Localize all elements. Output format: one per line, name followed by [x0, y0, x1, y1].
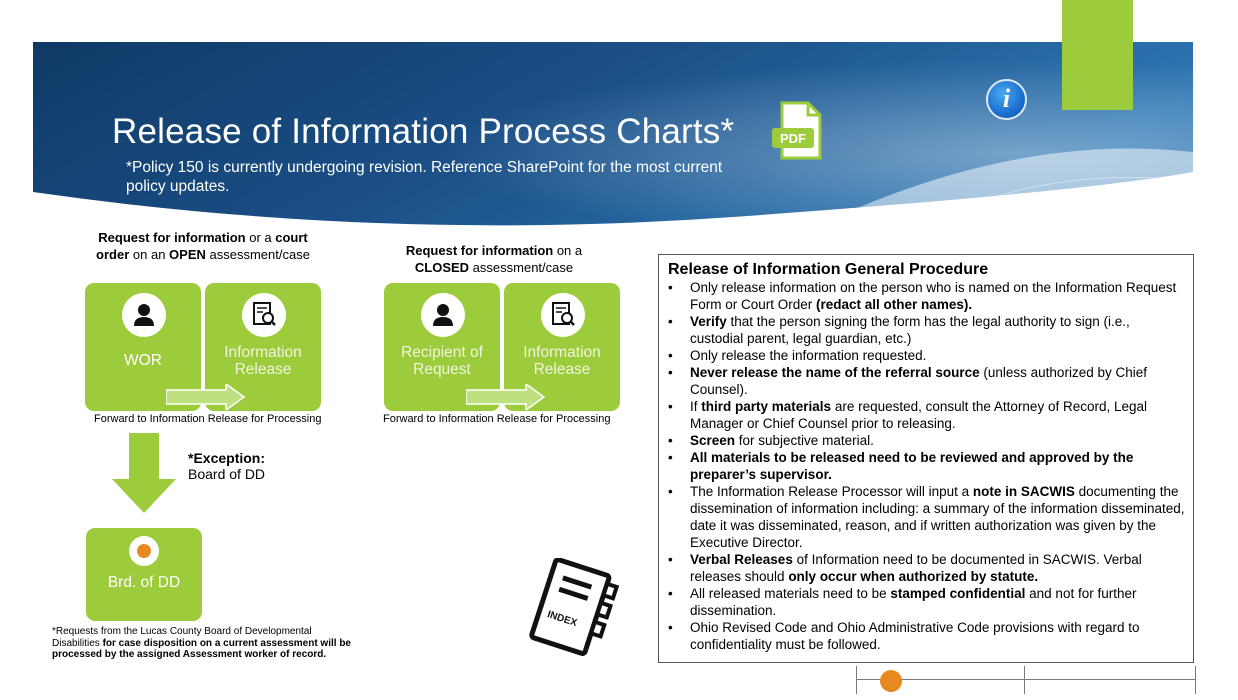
nav-tick	[856, 666, 857, 694]
index-label: INDEX	[545, 609, 579, 630]
recipient-label: Recipient of Request	[401, 344, 483, 378]
list-item: • Only release the information requested.	[668, 347, 1185, 364]
document-search-icon	[541, 293, 585, 337]
forward-arrow-icon	[166, 384, 246, 410]
closed-information-release-label: Information Release	[523, 344, 601, 378]
closed-forward-text: Forward to Information Release for Processing	[383, 413, 611, 425]
person-icon	[421, 293, 465, 337]
list-item: • Only release information on the person who is named on the Information Request Form or Court Order (redact all other names).	[668, 279, 1185, 313]
closed-request-label: Request for information on a CLOSED assessment/case	[405, 243, 583, 275]
list-item: • All materials to be released need to be reviewed and approved by the preparer’s supervisor.	[668, 449, 1185, 483]
procedure-list	[668, 279, 1185, 653]
list-item: • If third party materials are requested, consult the Attorney of Record, Legal Manager or Chief Counsel prior to releasing.	[668, 398, 1185, 432]
board-of-dd-label: Brd. of DD	[107, 574, 181, 591]
list-item: • Ohio Revised Code and Ohio Administrative Code provisions with regard to confidentiality must be followed.	[668, 619, 1185, 653]
open-request-label: Request for information or a court order on an OPEN assessment/case	[96, 230, 310, 262]
list-item: • Verify that the person signing the form has the legal authority to sign (i.e., custodial parent, legal guardian, etc.)	[668, 313, 1185, 347]
nav-tick	[1195, 666, 1196, 694]
exception-title: *Exception:	[188, 450, 266, 466]
board-logo-icon	[129, 536, 159, 566]
list-item: • Never release the name of the referral source (unless authorized by Chief Counsel).	[668, 364, 1185, 398]
list-item: • Screen for subjective material.	[668, 432, 1185, 449]
procedure-panel	[658, 254, 1194, 663]
document-search-icon	[242, 293, 286, 337]
exception-note	[188, 450, 265, 482]
top-accent-bar	[1062, 0, 1133, 110]
exception-text: Board of DD	[188, 466, 266, 482]
nav-line	[856, 679, 1196, 680]
page-subtitle: *Policy 150 is currently undergoing revision. Reference SharePoint for the most current policy updates.	[126, 159, 723, 195]
nav-tick	[1024, 666, 1025, 694]
forward-arrow-icon	[466, 384, 546, 410]
board-of-dd-box	[86, 528, 202, 621]
footnote: *Requests from the Lucas County Board of Developmental Disabilities for case disposition on a current assessment will be processed by the assigned Assessment worker of record.	[52, 626, 351, 660]
person-icon	[122, 293, 166, 337]
nav-position-dot[interactable]	[880, 670, 902, 692]
down-arrow-icon	[112, 433, 176, 513]
slide-navigation	[856, 664, 1196, 694]
pdf-icon[interactable]	[770, 100, 824, 167]
list-item: • All released materials need to be stamped confidential and not for further dissemination.	[668, 585, 1185, 619]
procedure-title: Release of Information General Procedure	[668, 261, 989, 278]
wor-label: WOR	[124, 352, 162, 369]
info-icon: i	[1002, 84, 1011, 113]
list-item: • The Information Release Processor will input a note in SACWIS documenting the dissemination of information including: a summary of the information disseminated, date it was disseminated, reason, and if written authorization was given by the Executive Director.	[668, 483, 1185, 551]
page-title: Release of Information Process Charts*	[112, 112, 735, 151]
index-notebook-icon	[515, 558, 627, 664]
list-item: • Verbal Releases of Information need to be documented in SACWIS. Verbal releases should only occur when authorized by statute.	[668, 551, 1185, 585]
pdf-label: PDF	[780, 131, 806, 146]
open-forward-text: Forward to Information Release for Processing	[94, 413, 322, 425]
info-button[interactable]	[986, 79, 1027, 120]
information-release-label: Information Release	[224, 344, 302, 378]
